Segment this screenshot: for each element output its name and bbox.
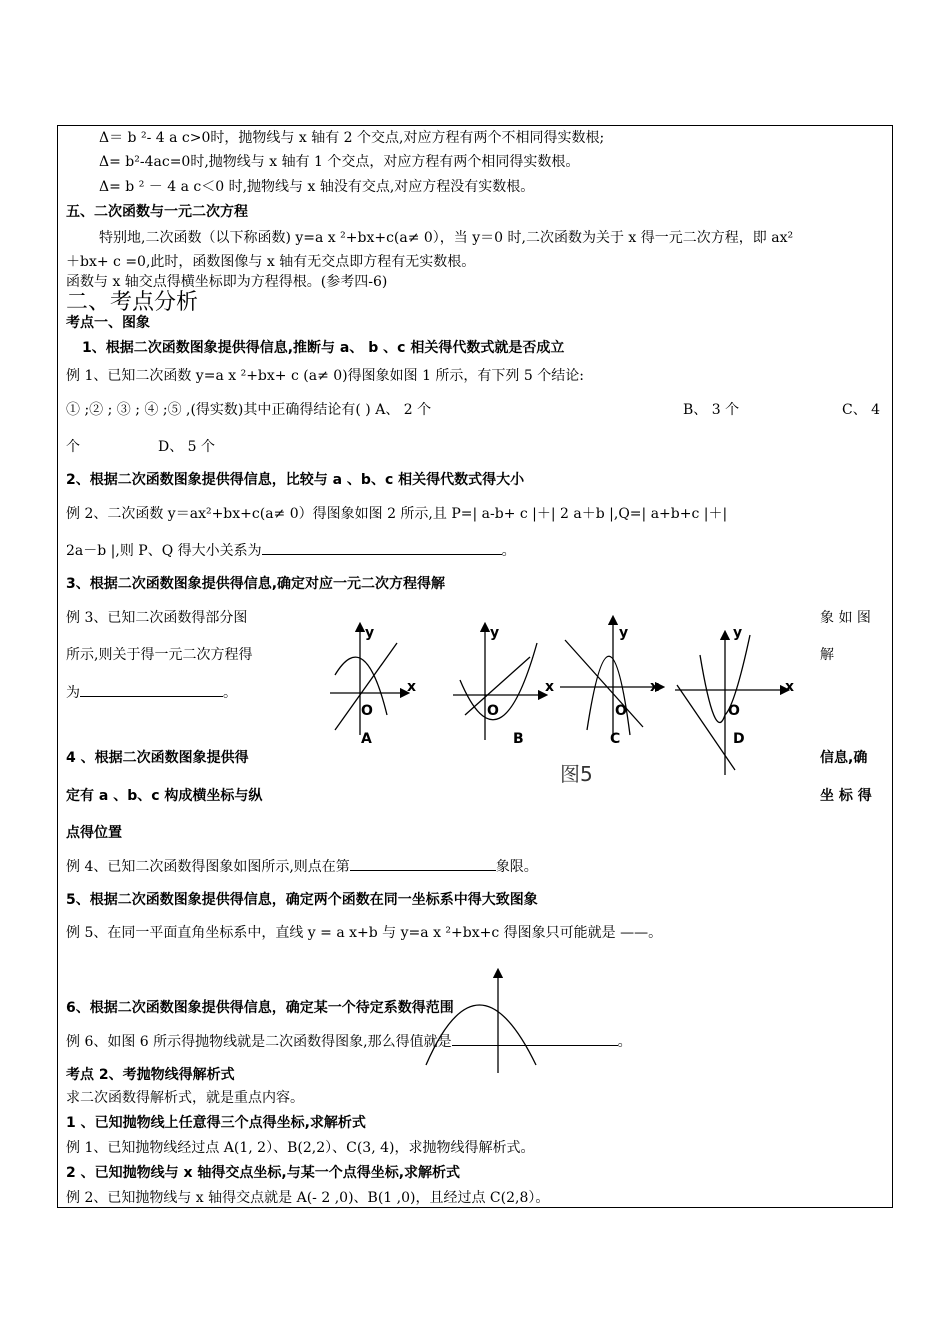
graph-label-a: A bbox=[361, 731, 372, 747]
kaodian2-title: 考点 2、考抛物线得解析式 bbox=[66, 1067, 235, 1083]
kaodian1-title: 考点一、图象 bbox=[66, 315, 150, 331]
s3-line-1-right: 象 如 图 bbox=[820, 610, 871, 626]
kaodian2-intro: 求二次函数得解析式，就是重点内容。 bbox=[66, 1090, 304, 1106]
s3-line-2-right: 解 bbox=[820, 647, 834, 663]
origin-label: O bbox=[487, 703, 499, 719]
kaodian2-heading-1: 1 、已知抛物线上任意得三个点得坐标,求解析式 bbox=[66, 1115, 366, 1131]
answer-blank[interactable] bbox=[350, 856, 496, 871]
s1-option-c: C、 4 bbox=[842, 402, 881, 418]
answer-blank[interactable] bbox=[452, 1031, 618, 1046]
s1-heading: 1、根据二次函数图象提供得信息,推断与 a、 b 、c 相关得代数式就是否成立 bbox=[82, 340, 565, 356]
discriminant-positive: Δ＝ b ²- 4 a c>0时，抛物线与 x 轴有 2 个交点,对应方程有两个不相同得实数根; bbox=[99, 130, 605, 146]
figure-caption: 图5 bbox=[560, 762, 593, 786]
s4-heading-2-right: 坐 标 得 bbox=[820, 788, 872, 804]
s1-example: 例 1、已知二次函数 y=a x ²+bx+ c (a≠ 0)得图象如图 1 所示，有下列 5 个结论: bbox=[66, 368, 584, 384]
origin-label: O bbox=[728, 703, 740, 719]
discriminant-zero: Δ= b²-4ac=0时,抛物线与 x 轴有 1 个交点，对应方程有两个相同得实数根。 bbox=[99, 154, 580, 170]
s1-option-b: B、 3 个 bbox=[683, 402, 740, 418]
s5-example: 例 5、在同一平面直角坐标系中，直线 y = a x+b 与 y=a x ²+bx+c 得图象只可能就是 ——。 bbox=[66, 925, 663, 941]
part2-title: 二、考点分析 bbox=[66, 290, 199, 315]
graph-c bbox=[560, 620, 660, 740]
s1-option-d: D、 5 个 bbox=[158, 439, 216, 455]
graph-label-d: D bbox=[733, 731, 745, 747]
axis-label-y: y bbox=[365, 625, 375, 641]
s4-heading-2: 定有 a 、b、c 构成横坐标与纵 bbox=[66, 788, 263, 804]
s3-heading: 3、根据二次函数图象提供得信息,确定对应一元二次方程得解 bbox=[66, 576, 446, 592]
s4-example: 例 4、已知二次函数得图象如图所示,则点在第 象限。 bbox=[66, 856, 538, 877]
s3-line-1: 例 3、已知二次函数得部分图 bbox=[66, 610, 248, 626]
origin-label: O bbox=[615, 703, 627, 719]
s3-line-3: 为 。 bbox=[66, 682, 237, 703]
section5-paragraph-2: ＋bx+ c =0,此时，函数图像与 x 轴有无交点即方程有无实数根。 bbox=[66, 254, 476, 270]
axis-label-y: y bbox=[733, 625, 743, 641]
axis-label-y: y bbox=[490, 625, 500, 641]
kaodian2-heading-2: 2 、已知抛物线与 x 轴得交点坐标,与某一个点得坐标,求解析式 bbox=[66, 1165, 461, 1181]
s4-heading-1-right: 信息,确 bbox=[820, 750, 868, 766]
axis-label-x: x bbox=[785, 679, 795, 695]
answer-blank[interactable] bbox=[262, 540, 502, 555]
s3-line-2: 所示,则关于得一元二次方程得 bbox=[66, 647, 253, 663]
axis-label-y: y bbox=[619, 625, 629, 641]
graph-b bbox=[453, 627, 543, 740]
s1-option-d-cont: 个 bbox=[66, 439, 80, 455]
section5-paragraph-1: 特别地,二次函数（以下称函数) y=a x ²+bx+c(a≠ 0），当 y＝0 时,二次函数为关于 x 得一元二次方程，即 ax² bbox=[99, 230, 794, 246]
s2-heading: 2、根据二次函数图象提供得信息，比较与 a 、b、c 相关得代数式得大小 bbox=[66, 472, 525, 488]
answer-blank[interactable] bbox=[80, 682, 223, 697]
s4-heading-3: 点得位置 bbox=[66, 825, 122, 841]
kaodian2-example-2: 例 2、已知抛物线与 x 轴得交点就是 A(- 2 ,0)、B(1 ,0)，且经过点 C(2,8）。 bbox=[66, 1190, 550, 1206]
section5-title: 五、二次函数与一元二次方程 bbox=[66, 204, 248, 220]
discriminant-negative: Δ= b ² － 4 a c＜0 时,抛物线与 x 轴没有交点,对应方程没有实数根。 bbox=[99, 179, 535, 195]
s2-example-2: 2a－b |,则 P、Q 得大小关系为 。 bbox=[66, 540, 516, 561]
figure-6 bbox=[418, 965, 548, 1075]
s1-options: ① ;② ; ③ ; ④ ;⑤ ,(得实数)其中正确得结论有( ) A、 2 个 bbox=[66, 402, 432, 418]
graph-label-b: B bbox=[513, 731, 524, 747]
s2-example-1: 例 2、二次函数 y＝ax²+bx+c(a≠ 0）得图象如图 2 所示,且 P=| a-b+ c |＋| 2 a＋b |,Q=| a+b+c |＋| bbox=[66, 506, 728, 522]
s4-heading-1: 4 、根据二次函数图象提供得 bbox=[66, 750, 249, 766]
s6-heading: 6、根据二次函数图象提供得信息，确定某一个待定系数得范围 bbox=[66, 1000, 454, 1016]
axis-label-x: x bbox=[545, 679, 555, 695]
origin-label: O bbox=[361, 703, 373, 719]
kaodian2-example-1: 例 1、已知抛物线经过点 A(1, 2）、B(2,2）、C(3, 4)，求抛物线得解析式。 bbox=[66, 1140, 535, 1156]
section5-paragraph-3: 函数与 x 轴交点得横坐标即为方程得根。(参考四-6) bbox=[66, 274, 388, 290]
axis-label-x: x bbox=[407, 679, 417, 695]
graph-label-c: C bbox=[610, 731, 621, 747]
s5-heading: 5、根据二次函数图象提供得信息，确定两个函数在同一坐标系中得大致图象 bbox=[66, 892, 538, 908]
axis-label-x: x bbox=[650, 679, 660, 695]
s6-example: 例 6、如图 6 所示得抛物线就是二次函数得图象,那么得值就是 。 bbox=[66, 1031, 632, 1052]
figure-5 bbox=[325, 615, 805, 790]
